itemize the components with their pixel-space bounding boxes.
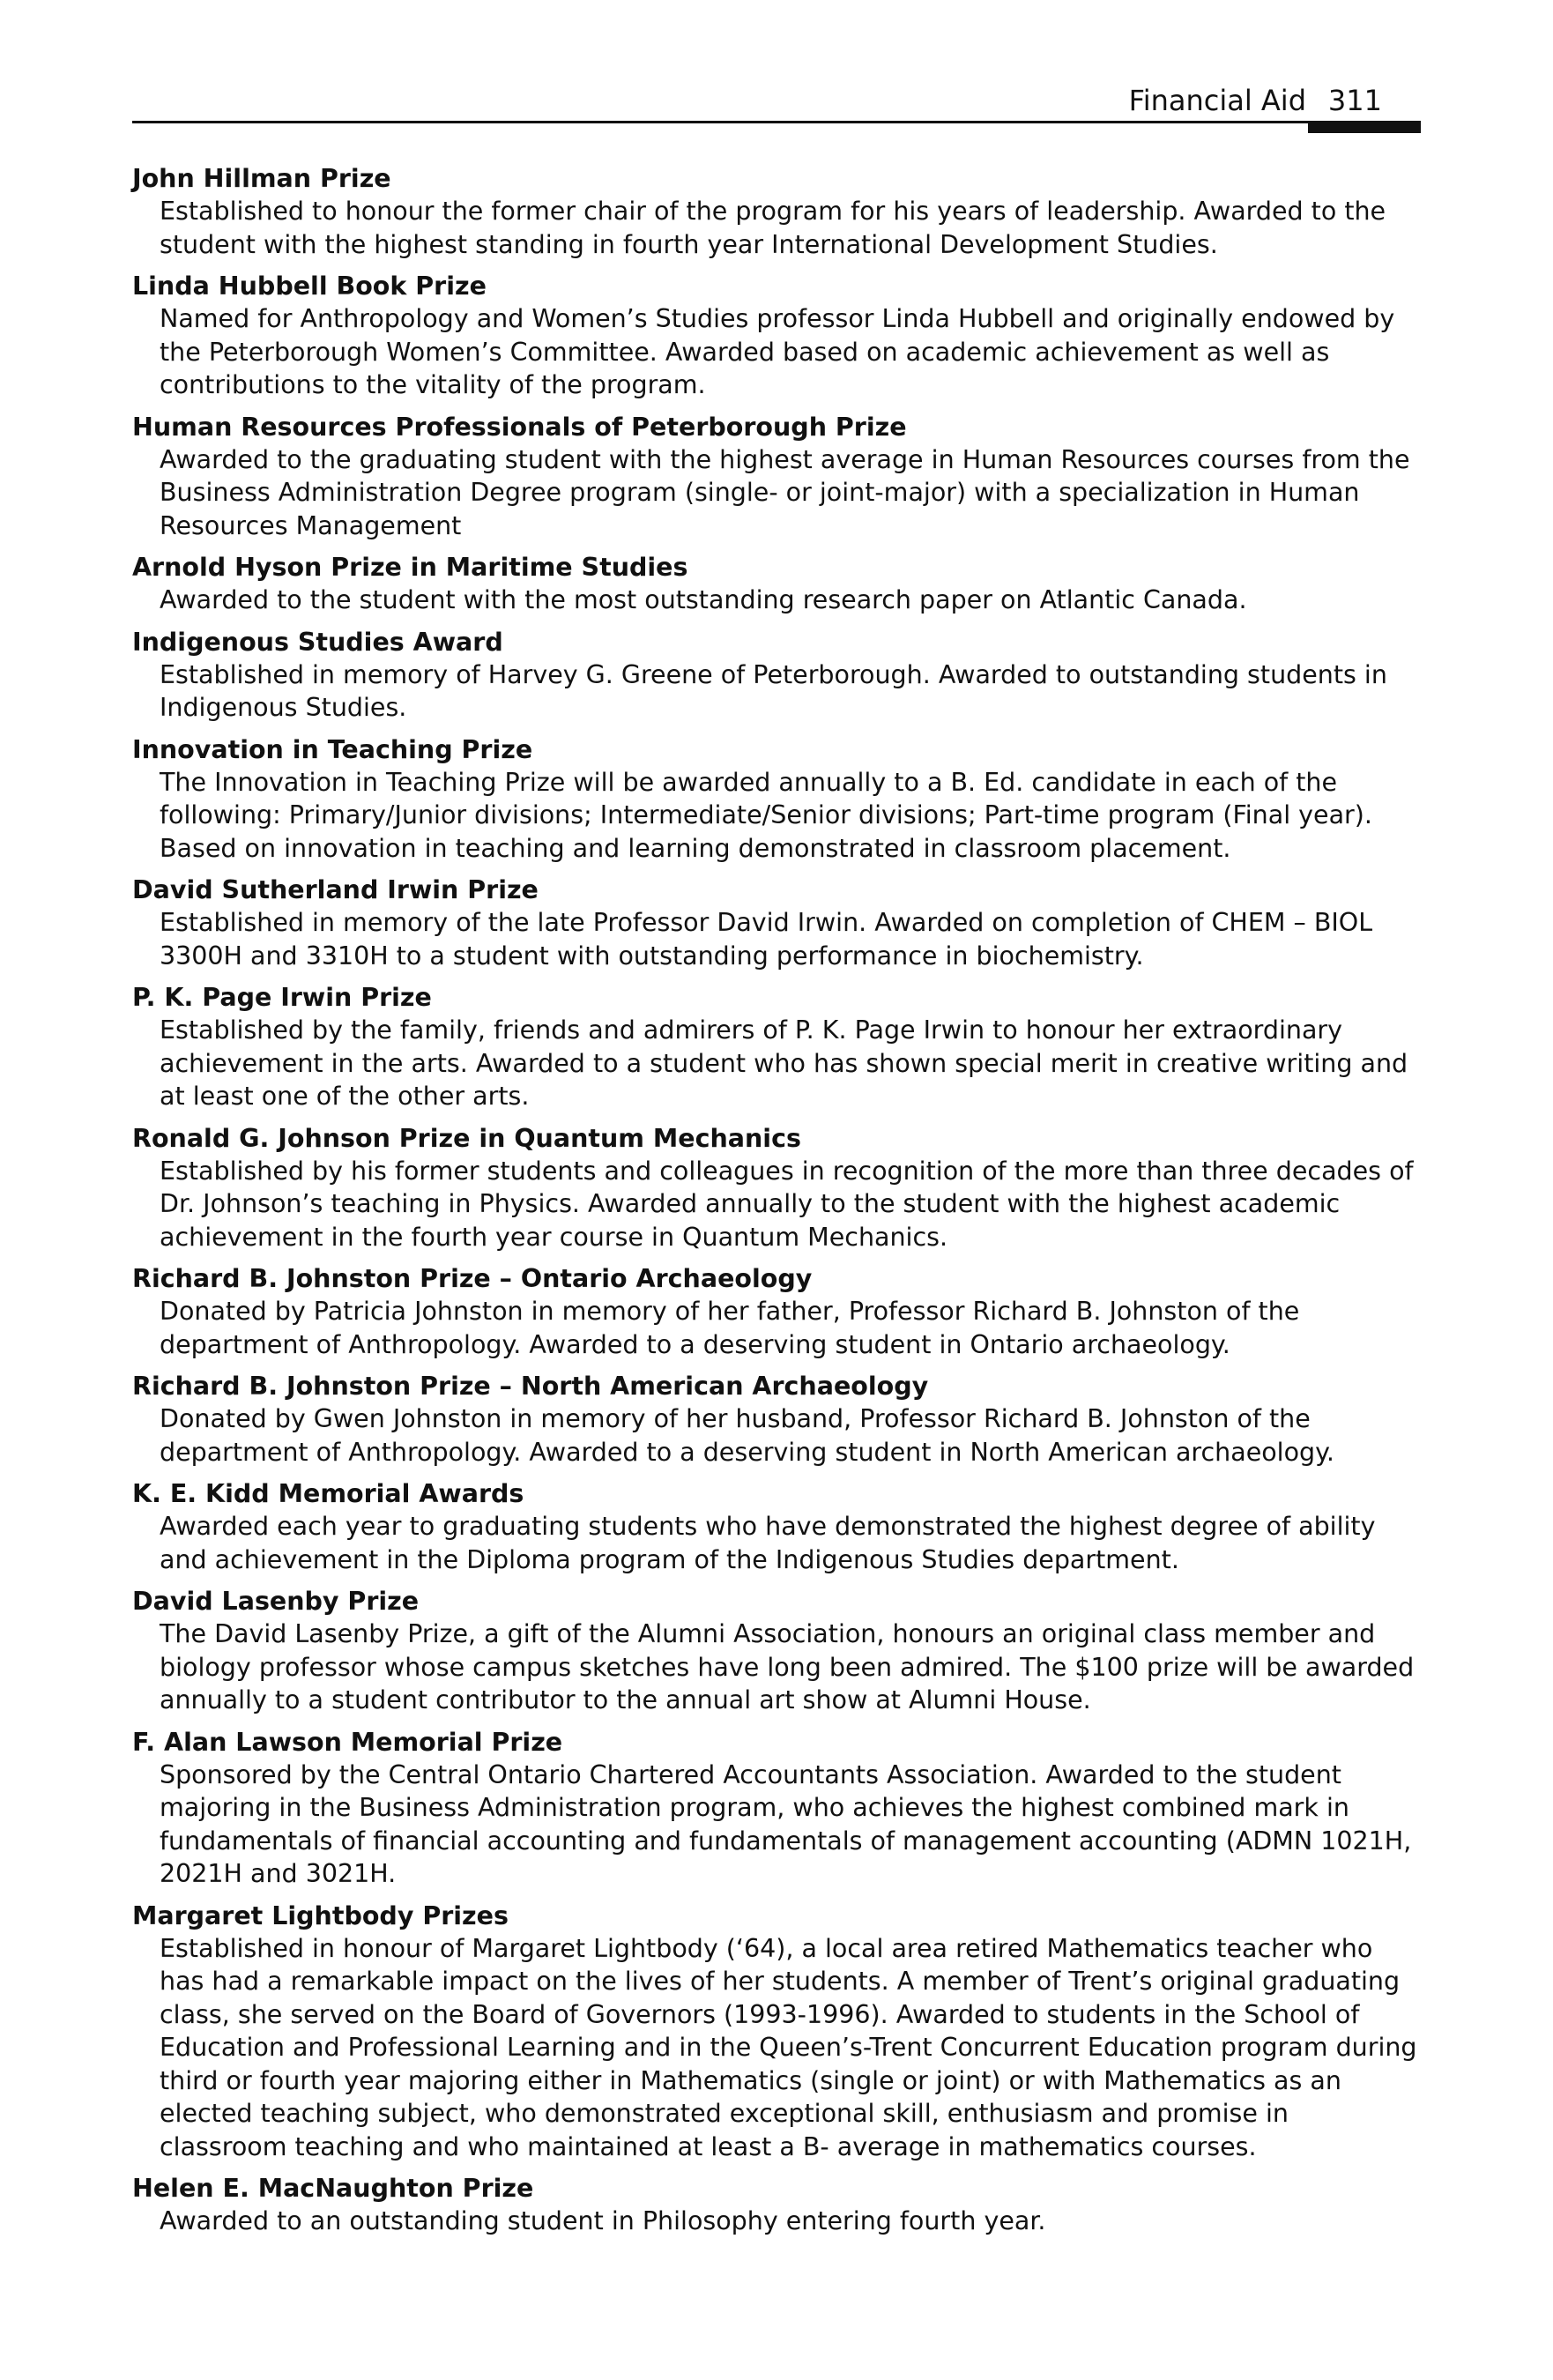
prize-description: Awarded to the student with the most outstanding research paper on Atlantic Canada. [160,585,1247,614]
prize-description: The David Lasenby Prize, a gift of the Alumni Association, honours an original class member and biology professor whose campus sketches have long been admired. The $100 prize will be awarded annually to a student contributor to the annual art show at Alumni House. [160,1619,1415,1714]
prize-description: Established by his former students and colleagues in recognition of the more than three decades of Dr. Johnson’s teaching in Physics. Awarded annually to the student with the highest academic achievement in the fourth year course in Quantum Mechanics. [160,1156,1414,1252]
prize-name: Helen E. MacNaughton Prize [132,2174,534,2203]
page-number: 311 [1327,84,1382,117]
prize-entry [132,1900,1421,2164]
prize-description: Donated by Patricia Johnston in memory of her father, Professor Richard B. Johnston of the department of Anthropology. Awarded to a deserving student in Ontario archaeology. [160,1297,1300,1359]
prize-entry [132,1585,1421,1717]
prize-name: P. K. Page Irwin Prize [132,983,432,1012]
prize-name: Richard B. Johnston Prize – North American Archaeology [132,1372,929,1401]
running-header-section: Financial Aid [1128,84,1306,117]
prize-entry [132,874,1421,972]
prize-name: Innovation in Teaching Prize [132,734,533,764]
prize-name: Margaret Lightbody Prizes [132,1900,509,1930]
prize-list [132,162,1421,2247]
prize-entry [132,270,1421,402]
prize-entry [132,626,1421,725]
prize-description: Awarded each year to graduating students who have demonstrated the highest degree of ability and achievement in the Diploma program of the Indigenous Studies department. [160,1512,1376,1574]
prize-entry [132,162,1421,261]
prize-entry [132,733,1421,866]
prize-entry [132,1122,1421,1254]
header-rule [132,121,1421,123]
prize-description: Sponsored by the Central Ontario Chartered Accountants Association. Awarded to the student majoring in the Business Administration program, who achieves the highest combined mark in fundamentals of financial accounting and fundamentals of management accounting (ADMN 1021H, 2021H and 3021H. [160,1759,1412,1888]
prize-description: Established in honour of Margaret Lightbody (‘64), a local area retired Mathematics teacher who has had a remarkable impact on the lives of her students. A member of Trent’s original graduating class, she served on the Board of Governors (1993-1996). Awarded to students in the School of Education and Professional Learning and in the Queen’s-Trent Concurrent Education program during third or fourth year majoring either in Mathematics (single or joint) or with Mathematics as an elected teaching subject, who demonstrated exceptional skill, enthusiasm and promise in classroom teaching and who maintained at least a B- average in mathematics courses. [160,1933,1417,2161]
prize-entry [132,1262,1421,1361]
prize-entry [132,2172,1421,2238]
prize-description: Named for Anthropology and Women’s Studies professor Linda Hubbell and originally endowed by the Peterborough Women’s Committee. Awarded based on academic achievement as well as contributions to the vitality of the program. [160,304,1395,399]
prize-description: Awarded to an outstanding student in Philosophy entering fourth year. [160,2206,1046,2235]
prize-entry [132,551,1421,617]
prize-name: David Sutherland Irwin Prize [132,875,539,904]
prize-entry [132,411,1421,543]
page-header [132,81,1421,125]
prize-name: Linda Hubbell Book Prize [132,271,487,301]
prize-name: David Lasenby Prize [132,1587,420,1616]
prize-description: Established to honour the former chair of the program for his years of leadership. Awarded to the student with the highest standing in fourth year International Development Studies. [160,197,1386,259]
prize-description: Established in memory of Harvey G. Greene of Peterborough. Awarded to outstanding students in Indigenous Studies. [160,659,1387,722]
prize-name: F. Alan Lawson Memorial Prize [132,1727,563,1757]
prize-name: John Hillman Prize [132,164,391,193]
prize-entry [132,981,1421,1113]
prize-name: Indigenous Studies Award [132,627,503,657]
prize-description: Awarded to the graduating student with the highest average in Human Resources courses from the Business Administration Degree program (single- or joint-major) with a specialization in Human Resources Management [160,444,1410,540]
prize-entry [132,1370,1421,1469]
prize-description: Donated by Gwen Johnston in memory of her husband, Professor Richard B. Johnston of the department of Anthropology. Awarded to a deserving student in North American archaeology. [160,1404,1334,1467]
prize-name: Arnold Hyson Prize in Maritime Studies [132,553,688,582]
prize-entry [132,1477,1421,1576]
prize-name: Ronald G. Johnson Prize in Quantum Mechanics [132,1123,801,1153]
header-tab-bar [1308,121,1421,133]
prize-description: Established by the family, friends and admirers of P. K. Page Irwin to honour her extraordinary achievement in the arts. Awarded to a student who has shown special merit in creative writing and at least one of the other arts. [160,1015,1408,1111]
prize-entry [132,1726,1421,1891]
prize-description: The Innovation in Teaching Prize will be awarded annually to a B. Ed. candidate in each of the following: Primary/Junior divisions; Intermediate/Senior divisions; Part-time program (Final year). Based on innovation in teaching and learning demonstrated in classroom placement. [160,767,1372,863]
prize-name: Human Resources Professionals of Peterborough Prize [132,412,907,442]
prize-description: Established in memory of the late Professor David Irwin. Awarded on completion of CHEM – BIOL 3300H and 3310H to a student with outstanding performance in biochemistry. [160,908,1373,971]
prize-name: Richard B. Johnston Prize – Ontario Archaeology [132,1264,813,1293]
prize-name: K. E. Kidd Memorial Awards [132,1479,524,1508]
